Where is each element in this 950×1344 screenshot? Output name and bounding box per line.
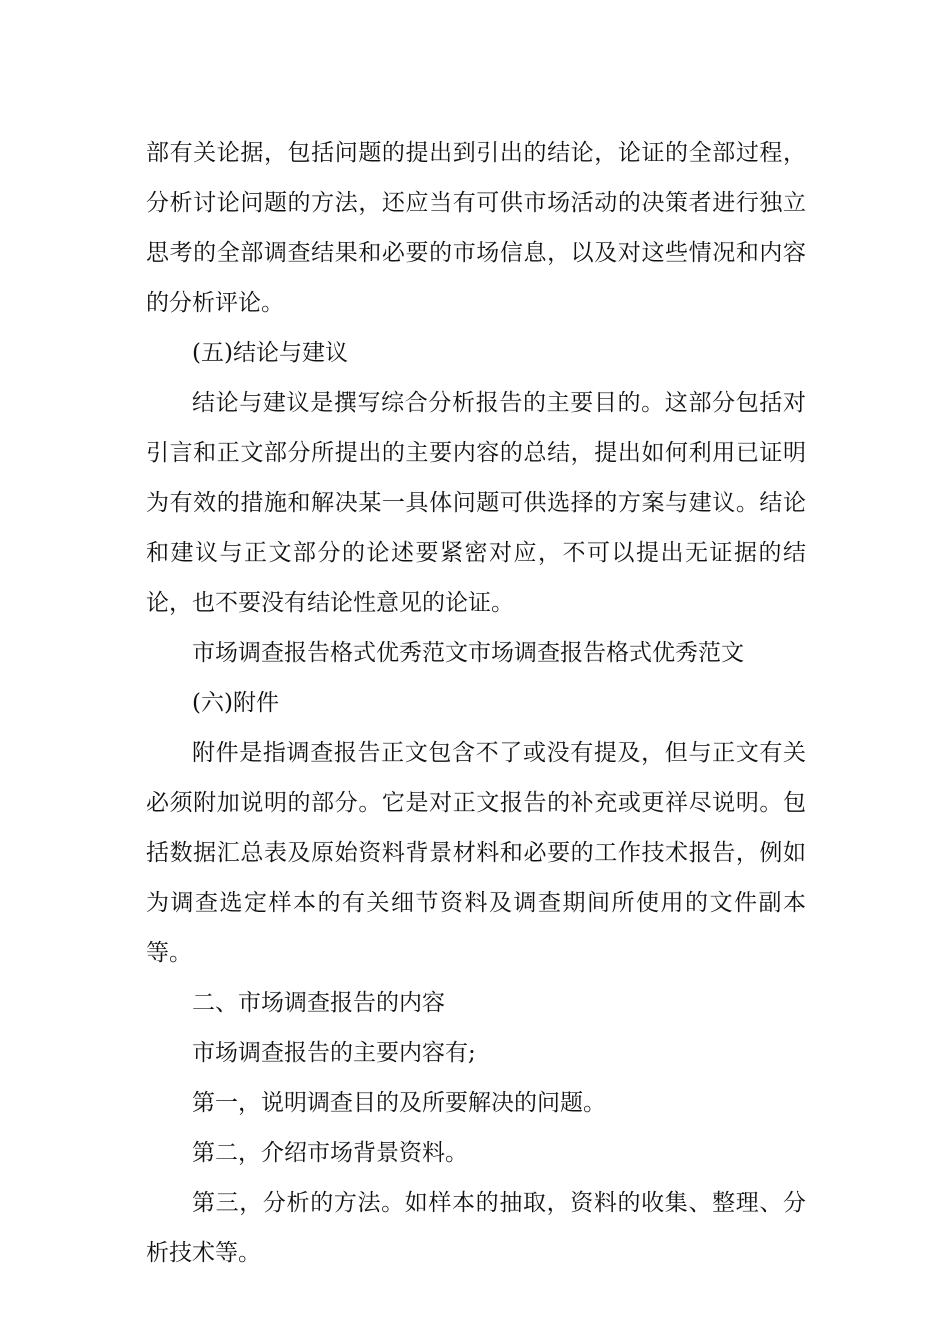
heading-attachments: (六)附件 xyxy=(192,690,279,716)
paragraph-conclusions: 结论与建议是撰写综合分析报告的主要目的。这部分包括对引言和正文部分所提出的主要内容的总结，提出如何利用已证明为有效的措施和解决某一具体问题可供选择的方案与建议。结论和建议与正文部分的论述要紧密对应，不可以提出无证据的结论，也不要没有结论性意见的论证。 xyxy=(146,390,806,616)
heading-report-contents: 二、市场调查报告的内容 xyxy=(192,990,445,1016)
list-item-third: 第三，分析的方法。如样本的抽取，资料的收集、整理、分析技术等。 xyxy=(146,1190,806,1266)
paragraph-main-contents-intro: 市场调查报告的主要内容有; xyxy=(192,1040,476,1066)
document-body xyxy=(146,128,806,1278)
paragraph-title-repeat: 市场调查报告格式优秀范文市场调查报告格式优秀范文 xyxy=(192,640,744,666)
paragraph-attachments: 附件是指调查报告正文包含不了或没有提及，但与正文有关必须附加说明的部分。它是对正文报告的补充或更祥尽说明。包括数据汇总表及原始资料背景材料和必要的工作技术报告，例如为调查选定样本的有关细节资料及调查期间所使用的文件副本等。 xyxy=(146,740,806,966)
paragraph-arguments-continued: 部有关论据，包括问题的提出到引出的结论，论证的全部过程，分析讨论问题的方法，还应当有可供市场活动的决策者进行独立思考的全部调查结果和必要的市场信息，以及对这些情况和内容的分析评论。 xyxy=(146,140,806,316)
heading-conclusions-and-suggestions: (五)结论与建议 xyxy=(192,340,348,366)
list-item-first: 第一，说明调查目的及所要解决的问题。 xyxy=(192,1090,606,1116)
list-item-second: 第二，介绍市场背景资料。 xyxy=(192,1140,468,1166)
